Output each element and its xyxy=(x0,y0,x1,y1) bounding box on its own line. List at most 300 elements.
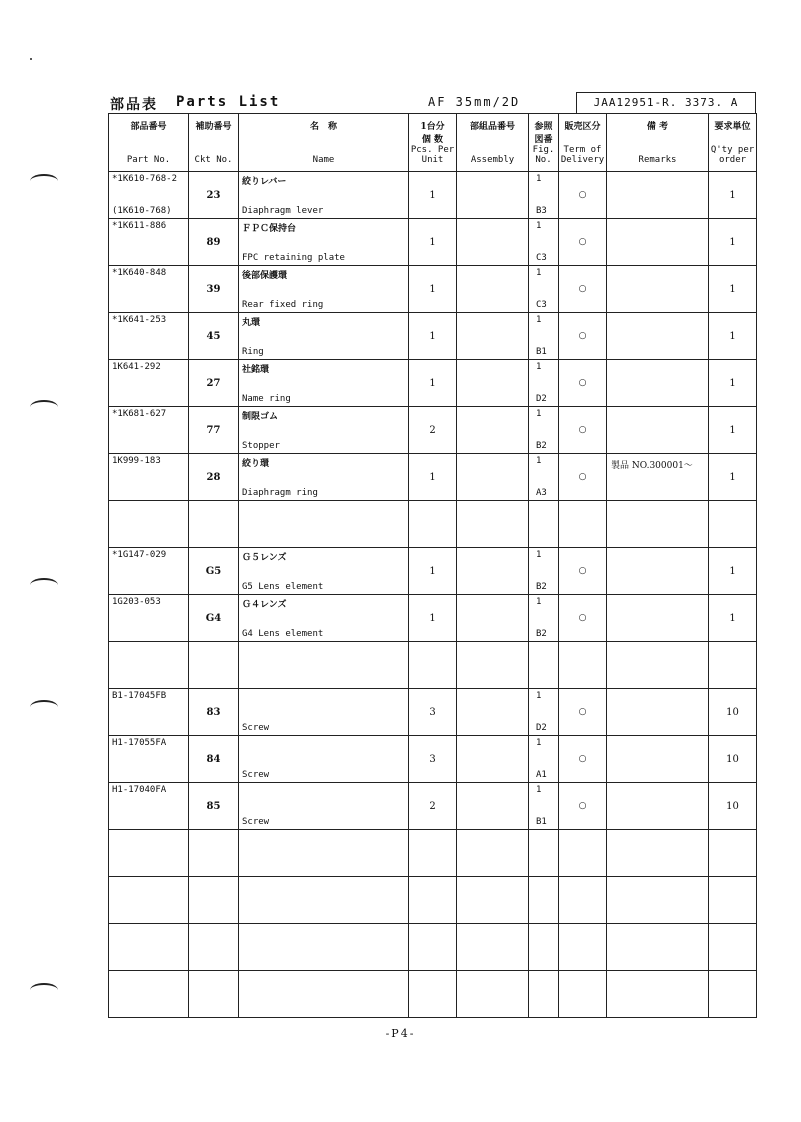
part-number-stack xyxy=(109,548,188,594)
fig-page: 1 xyxy=(536,738,542,748)
fig-page: 1 xyxy=(536,597,542,607)
qty-per-order: 10 xyxy=(726,800,739,812)
column-header-en: Ckt No. xyxy=(194,155,233,165)
ckt-number-cell xyxy=(189,736,239,783)
part-number-cell xyxy=(109,219,189,266)
fig-grid: B2 xyxy=(536,582,547,592)
column-header-fig-no xyxy=(529,114,559,172)
fig-page: 1 xyxy=(536,785,542,795)
qty-per-order: 1 xyxy=(729,424,736,436)
name-cell xyxy=(239,360,409,407)
part-number-cell xyxy=(109,736,189,783)
column-header-en: Term of Delivery xyxy=(560,145,605,165)
qty-per-order-cell xyxy=(709,595,757,642)
remarks-cell xyxy=(607,454,709,501)
punch-hole-mark xyxy=(30,578,58,592)
qty-per-order: 1 xyxy=(729,377,736,389)
qty-per-order: 1 xyxy=(729,189,736,201)
ckt-number: 84 xyxy=(206,753,221,765)
column-header-en: Name xyxy=(312,155,335,165)
name-stack xyxy=(239,172,408,218)
column-header-name xyxy=(239,114,409,172)
empty-cell xyxy=(239,971,409,1018)
empty-cell xyxy=(607,924,709,971)
qty-per-order-cell xyxy=(709,313,757,360)
document-number: JAA12951-R. 3373. A xyxy=(576,92,756,113)
fig-page: 1 xyxy=(536,362,542,372)
pcs-per-unit-cell xyxy=(409,689,457,736)
empty-cell xyxy=(239,501,409,548)
part-number-cell xyxy=(109,454,189,501)
fig-stack xyxy=(529,407,558,453)
fig-stack xyxy=(529,736,558,782)
empty-cell xyxy=(457,924,529,971)
empty-cell xyxy=(109,877,189,924)
ckt-number-cell xyxy=(189,783,239,830)
empty-cell xyxy=(709,877,757,924)
fig-stack xyxy=(529,266,558,312)
part-number: *1K610-768-2 xyxy=(112,174,178,184)
empty-cell xyxy=(457,877,529,924)
column-header-jp: 部組品番号 xyxy=(469,122,515,132)
qty-per-order: 1 xyxy=(729,612,736,624)
fig-cell xyxy=(529,548,559,595)
empty-cell xyxy=(529,924,559,971)
fig-stack xyxy=(529,454,558,500)
part-number-stack xyxy=(109,219,188,265)
table-row-empty xyxy=(109,642,757,689)
fig-grid: B1 xyxy=(536,347,547,357)
pcs-per-unit: 1 xyxy=(429,236,436,248)
ckt-number: 45 xyxy=(206,330,221,342)
fig-page: 1 xyxy=(536,268,542,278)
fig-grid: A3 xyxy=(536,488,547,498)
term-of-delivery-cell xyxy=(559,548,607,595)
name-stack xyxy=(239,595,408,641)
fig-cell xyxy=(529,360,559,407)
empty-cell xyxy=(189,830,239,877)
qty-per-order: 1 xyxy=(729,236,736,248)
empty-cell xyxy=(409,924,457,971)
punch-hole-mark xyxy=(30,700,58,714)
delivery-mark: ○ xyxy=(578,566,587,576)
assembly-cell xyxy=(457,407,529,454)
name-stack xyxy=(239,266,408,312)
fig-stack xyxy=(529,313,558,359)
table-row xyxy=(109,595,757,642)
empty-cell xyxy=(529,501,559,548)
empty-cell xyxy=(607,877,709,924)
table-row-empty xyxy=(109,971,757,1018)
part-number-stack xyxy=(109,595,188,641)
assembly-cell xyxy=(457,266,529,313)
fig-cell xyxy=(529,689,559,736)
empty-cell xyxy=(559,501,607,548)
name-english: Name ring xyxy=(242,394,291,404)
term-of-delivery-cell xyxy=(559,407,607,454)
qty-per-order-cell xyxy=(709,266,757,313)
pcs-per-unit: 2 xyxy=(429,424,436,436)
empty-cell xyxy=(239,642,409,689)
ckt-number-cell xyxy=(189,313,239,360)
ckt-number-cell xyxy=(189,172,239,219)
ckt-number: G4 xyxy=(205,612,222,624)
part-number: 1K641-292 xyxy=(112,362,161,372)
name-japanese: 制限ゴム xyxy=(242,412,279,422)
term-of-delivery-cell xyxy=(559,595,607,642)
fig-stack xyxy=(529,172,558,218)
fig-grid: C3 xyxy=(536,300,547,310)
ckt-number: 27 xyxy=(206,377,221,389)
remarks-cell xyxy=(607,266,709,313)
column-header-assembly xyxy=(457,114,529,172)
table-row-empty xyxy=(109,877,757,924)
empty-cell xyxy=(709,501,757,548)
remarks-cell xyxy=(607,736,709,783)
empty-cell xyxy=(239,924,409,971)
fig-cell xyxy=(529,454,559,501)
part-number-cell xyxy=(109,548,189,595)
part-number: H1-17040FA xyxy=(112,785,167,795)
name-cell xyxy=(239,219,409,266)
ckt-number-cell xyxy=(189,689,239,736)
empty-cell xyxy=(457,830,529,877)
page-title-japanese: 部品表 xyxy=(110,97,158,113)
qty-per-order: 10 xyxy=(726,753,739,765)
fig-cell xyxy=(529,595,559,642)
term-of-delivery-cell xyxy=(559,313,607,360)
table-row xyxy=(109,313,757,360)
remarks-cell xyxy=(607,172,709,219)
qty-per-order-cell xyxy=(709,219,757,266)
remarks-text: 製品 NO.300001～ xyxy=(611,461,693,471)
qty-per-order-cell xyxy=(709,736,757,783)
assembly-cell xyxy=(457,689,529,736)
name-english: G5 Lens element xyxy=(242,582,324,592)
qty-per-order: 1 xyxy=(729,283,736,295)
column-header-jp: 補助番号 xyxy=(195,122,232,132)
name-japanese: 丸環 xyxy=(242,318,261,328)
remarks-cell xyxy=(607,313,709,360)
fig-grid: D2 xyxy=(536,723,547,733)
empty-cell xyxy=(709,924,757,971)
empty-cell xyxy=(239,830,409,877)
delivery-mark: ○ xyxy=(578,190,587,200)
ckt-number-cell xyxy=(189,595,239,642)
table-row xyxy=(109,454,757,501)
name-cell xyxy=(239,548,409,595)
part-number-cell xyxy=(109,172,189,219)
empty-cell xyxy=(189,971,239,1018)
part-number-cell xyxy=(109,783,189,830)
name-japanese: 絞りレバー xyxy=(242,177,287,187)
table-body xyxy=(109,172,757,1018)
name-stack xyxy=(239,689,408,735)
fig-grid: C3 xyxy=(536,253,547,263)
fig-cell xyxy=(529,313,559,360)
fig-cell xyxy=(529,219,559,266)
ckt-number-cell xyxy=(189,266,239,313)
empty-cell xyxy=(457,971,529,1018)
qty-per-order: 1 xyxy=(729,471,736,483)
fig-stack xyxy=(529,595,558,641)
model-name: AF 35mm/2D xyxy=(428,95,521,109)
table-row xyxy=(109,736,757,783)
remarks-cell xyxy=(607,407,709,454)
part-number: *1K611-886 xyxy=(112,221,167,231)
name-cell xyxy=(239,266,409,313)
pcs-per-unit: 1 xyxy=(429,471,436,483)
name-stack xyxy=(239,313,408,359)
qty-per-order-cell xyxy=(709,548,757,595)
empty-cell xyxy=(109,971,189,1018)
column-header-jp: 部品番号 xyxy=(130,122,167,132)
column-header-en: Part No. xyxy=(126,155,171,165)
empty-cell xyxy=(607,642,709,689)
fig-grid: B1 xyxy=(536,817,547,827)
pcs-per-unit: 3 xyxy=(429,753,436,765)
part-number-stack xyxy=(109,689,188,735)
part-number-stack xyxy=(109,172,188,218)
name-cell xyxy=(239,595,409,642)
column-header-ckt-no xyxy=(189,114,239,172)
qty-per-order-cell xyxy=(709,360,757,407)
empty-cell xyxy=(409,642,457,689)
term-of-delivery-cell xyxy=(559,219,607,266)
column-header-remarks xyxy=(607,114,709,172)
table-row xyxy=(109,172,757,219)
ckt-number-cell xyxy=(189,548,239,595)
name-english: Ring xyxy=(242,347,264,357)
pcs-per-unit: 2 xyxy=(429,800,436,812)
empty-cell xyxy=(607,830,709,877)
qty-per-order-cell xyxy=(709,454,757,501)
fig-grid: A1 xyxy=(536,770,547,780)
part-number-cell xyxy=(109,360,189,407)
ckt-number: 89 xyxy=(206,236,221,248)
pcs-per-unit-cell xyxy=(409,548,457,595)
column-header-jp: 参照 図番 xyxy=(534,122,553,145)
assembly-cell xyxy=(457,454,529,501)
table-row xyxy=(109,407,757,454)
table-row xyxy=(109,548,757,595)
qty-per-order-cell xyxy=(709,783,757,830)
delivery-mark: ○ xyxy=(578,378,587,388)
pcs-per-unit-cell xyxy=(409,407,457,454)
empty-cell xyxy=(109,830,189,877)
name-stack xyxy=(239,219,408,265)
fig-grid: B3 xyxy=(536,206,547,216)
ckt-number-cell xyxy=(189,407,239,454)
part-number-stack xyxy=(109,783,188,829)
column-header-part-no xyxy=(109,114,189,172)
assembly-cell xyxy=(457,595,529,642)
table-row-empty xyxy=(109,501,757,548)
empty-cell xyxy=(409,830,457,877)
table-row xyxy=(109,689,757,736)
punch-hole-mark xyxy=(30,174,58,188)
term-of-delivery-cell xyxy=(559,172,607,219)
parts-table xyxy=(108,113,757,1018)
fig-cell xyxy=(529,783,559,830)
ckt-number-cell xyxy=(189,219,239,266)
column-header-en: Assembly xyxy=(470,155,515,165)
empty-cell xyxy=(457,501,529,548)
column-header-qty-per-order xyxy=(709,114,757,172)
name-english: Screw xyxy=(242,723,270,733)
fig-page: 1 xyxy=(536,691,542,701)
qty-per-order-cell xyxy=(709,407,757,454)
part-number-cell xyxy=(109,407,189,454)
name-cell xyxy=(239,172,409,219)
pcs-per-unit-cell xyxy=(409,736,457,783)
empty-cell xyxy=(529,971,559,1018)
assembly-cell xyxy=(457,736,529,783)
empty-cell xyxy=(189,877,239,924)
table-row xyxy=(109,360,757,407)
pcs-per-unit-cell xyxy=(409,360,457,407)
name-english: G4 Lens element xyxy=(242,629,324,639)
name-cell xyxy=(239,736,409,783)
delivery-mark: ○ xyxy=(578,331,587,341)
qty-per-order-cell xyxy=(709,172,757,219)
ckt-number: 28 xyxy=(206,471,221,483)
assembly-cell xyxy=(457,360,529,407)
column-header-term-of-delivery xyxy=(559,114,607,172)
pcs-per-unit-cell xyxy=(409,219,457,266)
fig-page: 1 xyxy=(536,174,542,184)
name-english: Screw xyxy=(242,770,270,780)
name-cell xyxy=(239,689,409,736)
punch-hole-mark xyxy=(30,983,58,997)
column-header-jp: 1台分 個 数 xyxy=(420,122,445,145)
ckt-number-cell xyxy=(189,454,239,501)
assembly-cell xyxy=(457,172,529,219)
pcs-per-unit-cell xyxy=(409,595,457,642)
delivery-mark: ○ xyxy=(578,754,587,764)
part-number-stack xyxy=(109,407,188,453)
name-stack xyxy=(239,454,408,500)
table-header-row xyxy=(109,114,757,172)
pcs-per-unit-cell xyxy=(409,454,457,501)
fig-page: 1 xyxy=(536,409,542,419)
pcs-per-unit-cell xyxy=(409,172,457,219)
empty-cell xyxy=(109,642,189,689)
empty-cell xyxy=(529,877,559,924)
empty-cell xyxy=(189,642,239,689)
part-number-stack xyxy=(109,266,188,312)
remarks-cell xyxy=(607,689,709,736)
pcs-per-unit: 1 xyxy=(429,565,436,577)
empty-cell xyxy=(409,501,457,548)
part-number-stack xyxy=(109,313,188,359)
table-row-empty xyxy=(109,924,757,971)
fig-grid: D2 xyxy=(536,394,547,404)
ckt-number: 83 xyxy=(206,706,221,718)
empty-cell xyxy=(559,830,607,877)
ckt-number: 77 xyxy=(206,424,221,436)
term-of-delivery-cell xyxy=(559,689,607,736)
pcs-per-unit-cell xyxy=(409,266,457,313)
fig-grid: B2 xyxy=(536,441,547,451)
column-header-en: Q'ty per order xyxy=(710,145,755,165)
assembly-cell xyxy=(457,548,529,595)
remarks-cell xyxy=(607,595,709,642)
fig-grid: B2 xyxy=(536,629,547,639)
pcs-per-unit-cell xyxy=(409,783,457,830)
name-english: Stopper xyxy=(242,441,280,451)
empty-cell xyxy=(109,501,189,548)
name-stack xyxy=(239,360,408,406)
part-number-stack xyxy=(109,454,188,500)
fig-page: 1 xyxy=(536,221,542,231)
fig-cell xyxy=(529,407,559,454)
part-number-cell xyxy=(109,595,189,642)
name-japanese: ＦＰＣ保持台 xyxy=(242,224,297,234)
fig-stack xyxy=(529,689,558,735)
empty-cell xyxy=(709,642,757,689)
part-number-cell xyxy=(109,689,189,736)
name-english: Diaphragm lever xyxy=(242,206,324,216)
term-of-delivery-cell xyxy=(559,360,607,407)
name-cell xyxy=(239,783,409,830)
pcs-per-unit: 1 xyxy=(429,330,436,342)
remarks-cell xyxy=(607,548,709,595)
name-stack xyxy=(239,783,408,829)
fig-stack xyxy=(529,219,558,265)
part-number: H1-17055FA xyxy=(112,738,167,748)
column-header-jp: 要求単位 xyxy=(714,122,751,132)
name-japanese: Ｇ５レンズ xyxy=(242,553,287,563)
pcs-per-unit: 3 xyxy=(429,706,436,718)
fig-stack xyxy=(529,548,558,594)
assembly-cell xyxy=(457,313,529,360)
pcs-per-unit: 1 xyxy=(429,612,436,624)
part-number: *1K681-627 xyxy=(112,409,167,419)
column-header-jp: 名 称 xyxy=(309,122,337,132)
name-cell xyxy=(239,407,409,454)
empty-cell xyxy=(559,877,607,924)
part-number-cell xyxy=(109,266,189,313)
empty-cell xyxy=(529,642,559,689)
term-of-delivery-cell xyxy=(559,736,607,783)
name-english: FPC retaining plate xyxy=(242,253,345,263)
empty-cell xyxy=(409,971,457,1018)
column-header-jp: 販売区分 xyxy=(564,122,601,132)
qty-per-order: 10 xyxy=(726,706,739,718)
name-stack xyxy=(239,407,408,453)
empty-cell xyxy=(607,971,709,1018)
empty-cell xyxy=(457,642,529,689)
name-english: Rear fixed ring xyxy=(242,300,324,310)
fig-cell xyxy=(529,266,559,313)
delivery-mark: ○ xyxy=(578,425,587,435)
name-stack xyxy=(239,548,408,594)
name-japanese: 社銘環 xyxy=(242,365,270,375)
part-number: 1G203-053 xyxy=(112,597,161,607)
name-japanese: Ｇ４レンズ xyxy=(242,600,287,610)
column-header-en: Pcs. Per Unit xyxy=(410,145,455,165)
fig-stack xyxy=(529,783,558,829)
name-stack xyxy=(239,736,408,782)
table-row xyxy=(109,266,757,313)
empty-cell xyxy=(189,501,239,548)
ckt-number-cell xyxy=(189,360,239,407)
column-header-en: Fig. No. xyxy=(532,145,555,165)
empty-cell xyxy=(559,642,607,689)
part-number: *1K641-253 xyxy=(112,315,167,325)
ckt-number: 39 xyxy=(206,283,221,295)
